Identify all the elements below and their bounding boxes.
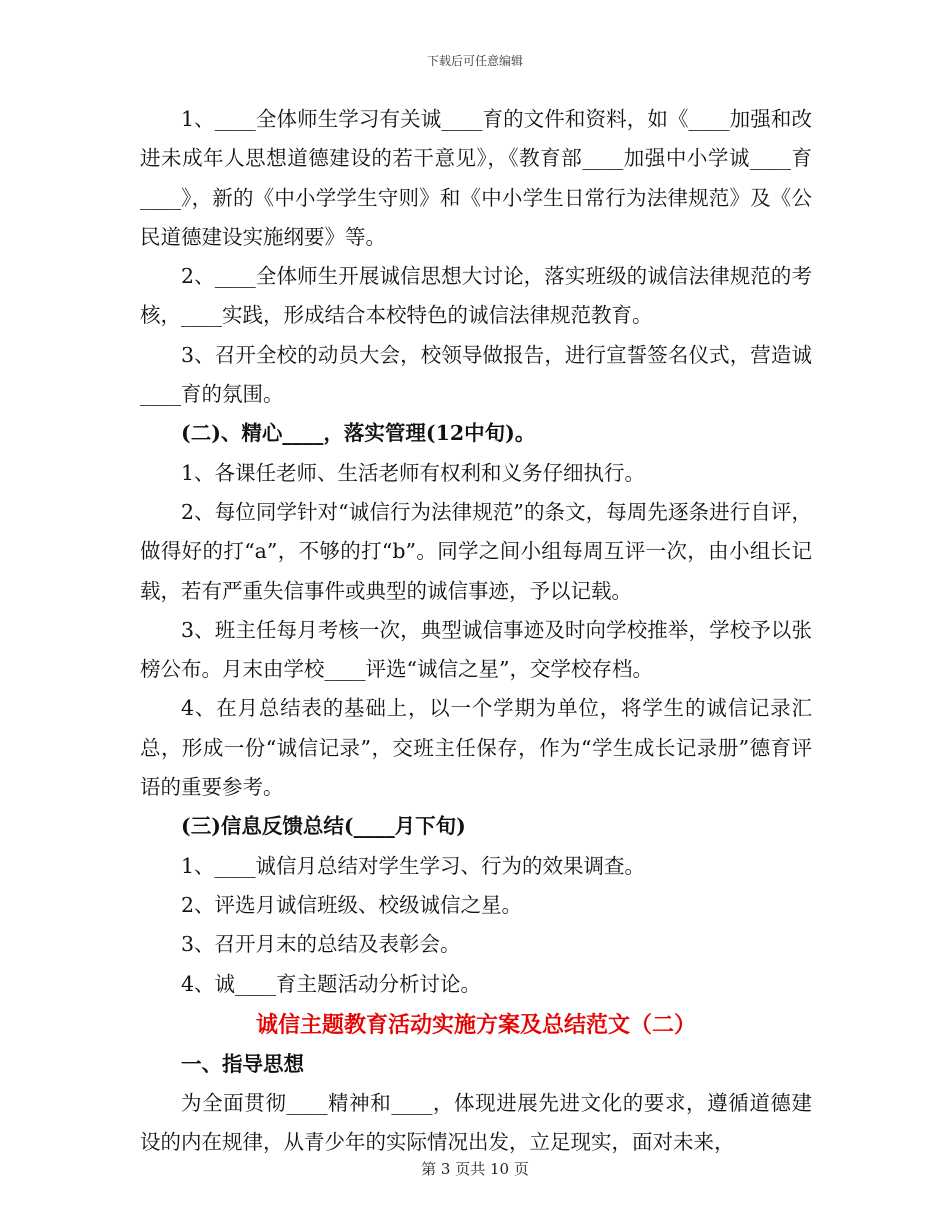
paragraph-12: 3、召开月末的总结及表彰会。 — [181, 932, 461, 957]
paragraph-5: 1、各课任老师、生活老师有权利和义务仔细执行。 — [181, 460, 646, 485]
paragraph-2: 2、____全体师生开展诚信思想大讨论，落实班级的诚信法律规范的考核，____实践，形成结合本校特色的诚信法律规范教育。 — [140, 264, 812, 328]
paragraph-13: 4、诚____育主题活动分析讨论。 — [181, 971, 482, 996]
subsection-heading-guiding-ideology: 一、指导思想 — [181, 1051, 304, 1076]
page-footer: 第 3 页共 10 页 — [421, 1160, 529, 1178]
section-heading-3: (三)信息反馈总结(____月下旬) — [181, 814, 466, 839]
paragraph-6: 2、每位同学针对“诚信行为法律规范”的条文，每周先逐条进行自评，做得好的打“a”，不够的打“b”。同学之间小组每周互评一次，由小组长记载，若有严重失信事件或典型的诚信事迹，予以记载。 — [140, 499, 812, 603]
section-title: 诚信主题教育活动实施方案及总结范文（二） — [255, 1011, 696, 1038]
paragraph-10: 1、____诚信月总结对学生学习、行为的效果调查。 — [181, 853, 646, 878]
paragraph-11: 2、评选月诚信班级、校级诚信之星。 — [181, 892, 523, 917]
paragraph-7: 3、班主任每月考核一次，典型诚信事迹及时向学校推举，学校予以张榜公布。月末由学校____评选“诚信之星”，交学校存档。 — [140, 617, 812, 682]
section-heading-2: (二)、精心____，落实管理(12中旬)。 — [181, 421, 536, 446]
paragraph-8: 4、在月总结表的基础上，以一个学期为单位，将学生的诚信记录汇总，形成一份“诚信记录”，交班主任保存，作为“学生成长记录册”德育评语的重要参考。 — [140, 696, 812, 800]
paragraph-3: 3、召开全校的动员大会，校领导做报告，进行宣誓签名仪式，营造诚____育的氛围。 — [140, 342, 812, 407]
page-header: 下载后可任意编辑 — [426, 54, 523, 68]
paragraph-1: 1、____全体师生学习有关诚____育的文件和资料，如《____加强和改进未成年人思想道德建设的若干意见》，《教育部____加强中小学诚____育____》，新的《中小学学生守则》和《中小学生日常行为法律规范》及《公民道德建设实施纲要》等。 — [140, 107, 812, 249]
document-body — [140, 100, 812, 1163]
paragraph-guiding-ideology: 为全面贯彻____精神和____，体现进展先进文化的要求，遵循道德建设的内在规律，从青少年的实际情况出发，立足现实，面对未来， — [140, 1091, 812, 1155]
